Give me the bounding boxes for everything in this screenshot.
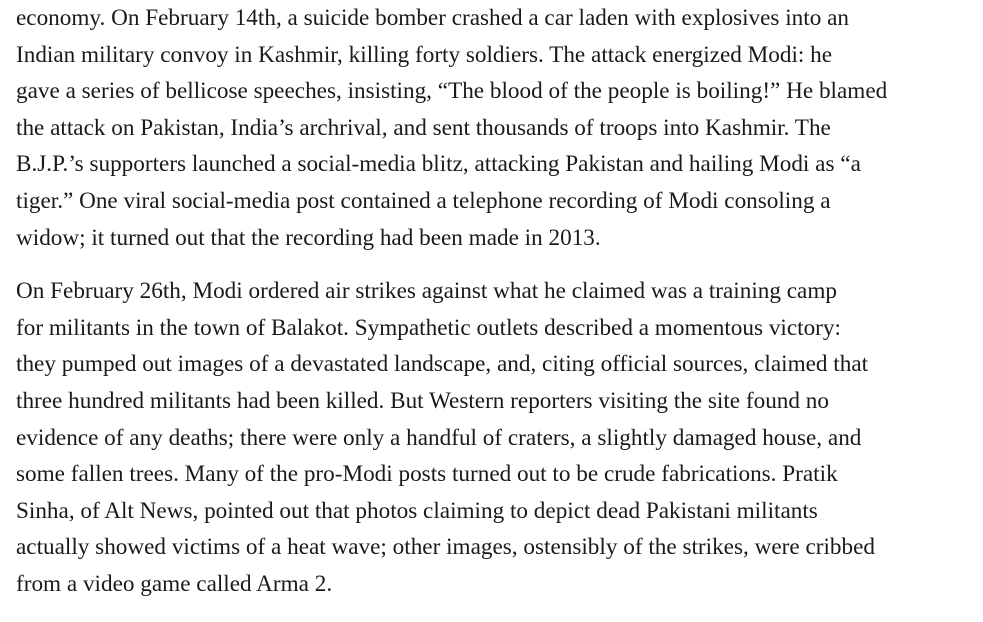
text-line: Indian military convoy in Kashmir, killing forty soldiers. The attack energized Modi: he — [16, 41, 833, 68]
text-line: B.J.P.’s supporters launched a social-media blitz, attacking Pakistan and hailing Modi as “a — [16, 151, 861, 178]
paragraph-1 — [16, 0, 976, 256]
text-line: On February 26th, Modi ordered air strikes against what he claimed was a training camp — [16, 278, 837, 305]
paragraph-2 — [16, 273, 976, 602]
text-line: widow; it turned out that the recording had been made in 2013. — [16, 224, 601, 251]
text-line: actually showed victims of a heat wave; other images, ostensibly of the strikes, were cribbed — [16, 534, 875, 561]
text-line: the attack on Pakistan, India’s archrival, and sent thousands of troops into Kashmir. The — [16, 114, 831, 141]
text-line: some fallen trees. Many of the pro-Modi posts turned out to be crude fabrications. Pratik — [16, 461, 838, 488]
text-line: for militants in the town of Balakot. Sympathetic outlets described a momentous victory: — [16, 314, 841, 341]
text-line: Sinha, of Alt News, pointed out that photos claiming to depict dead Pakistani militants — [16, 497, 818, 524]
text-line: economy. On February 14th, a suicide bomber crashed a car laden with explosives into an — [16, 5, 849, 31]
text-line: from a video game called Arma 2. — [16, 570, 333, 597]
text-line: gave a series of bellicose speeches, insisting, “The blood of the people is boiling!” He blamed — [16, 78, 888, 105]
text-line: tiger.” One viral social-media post contained a telephone recording of Modi consoling a — [16, 187, 831, 214]
text-line: evidence of any deaths; there were only a handful of craters, a slightly damaged house, and — [16, 424, 862, 451]
text-line: they pumped out images of a devastated landscape, and, citing official sources, claimed that — [16, 351, 869, 378]
text-line: three hundred militants had been killed. But Western reporters visiting the site found no — [16, 387, 829, 414]
article-body — [16, 0, 976, 603]
